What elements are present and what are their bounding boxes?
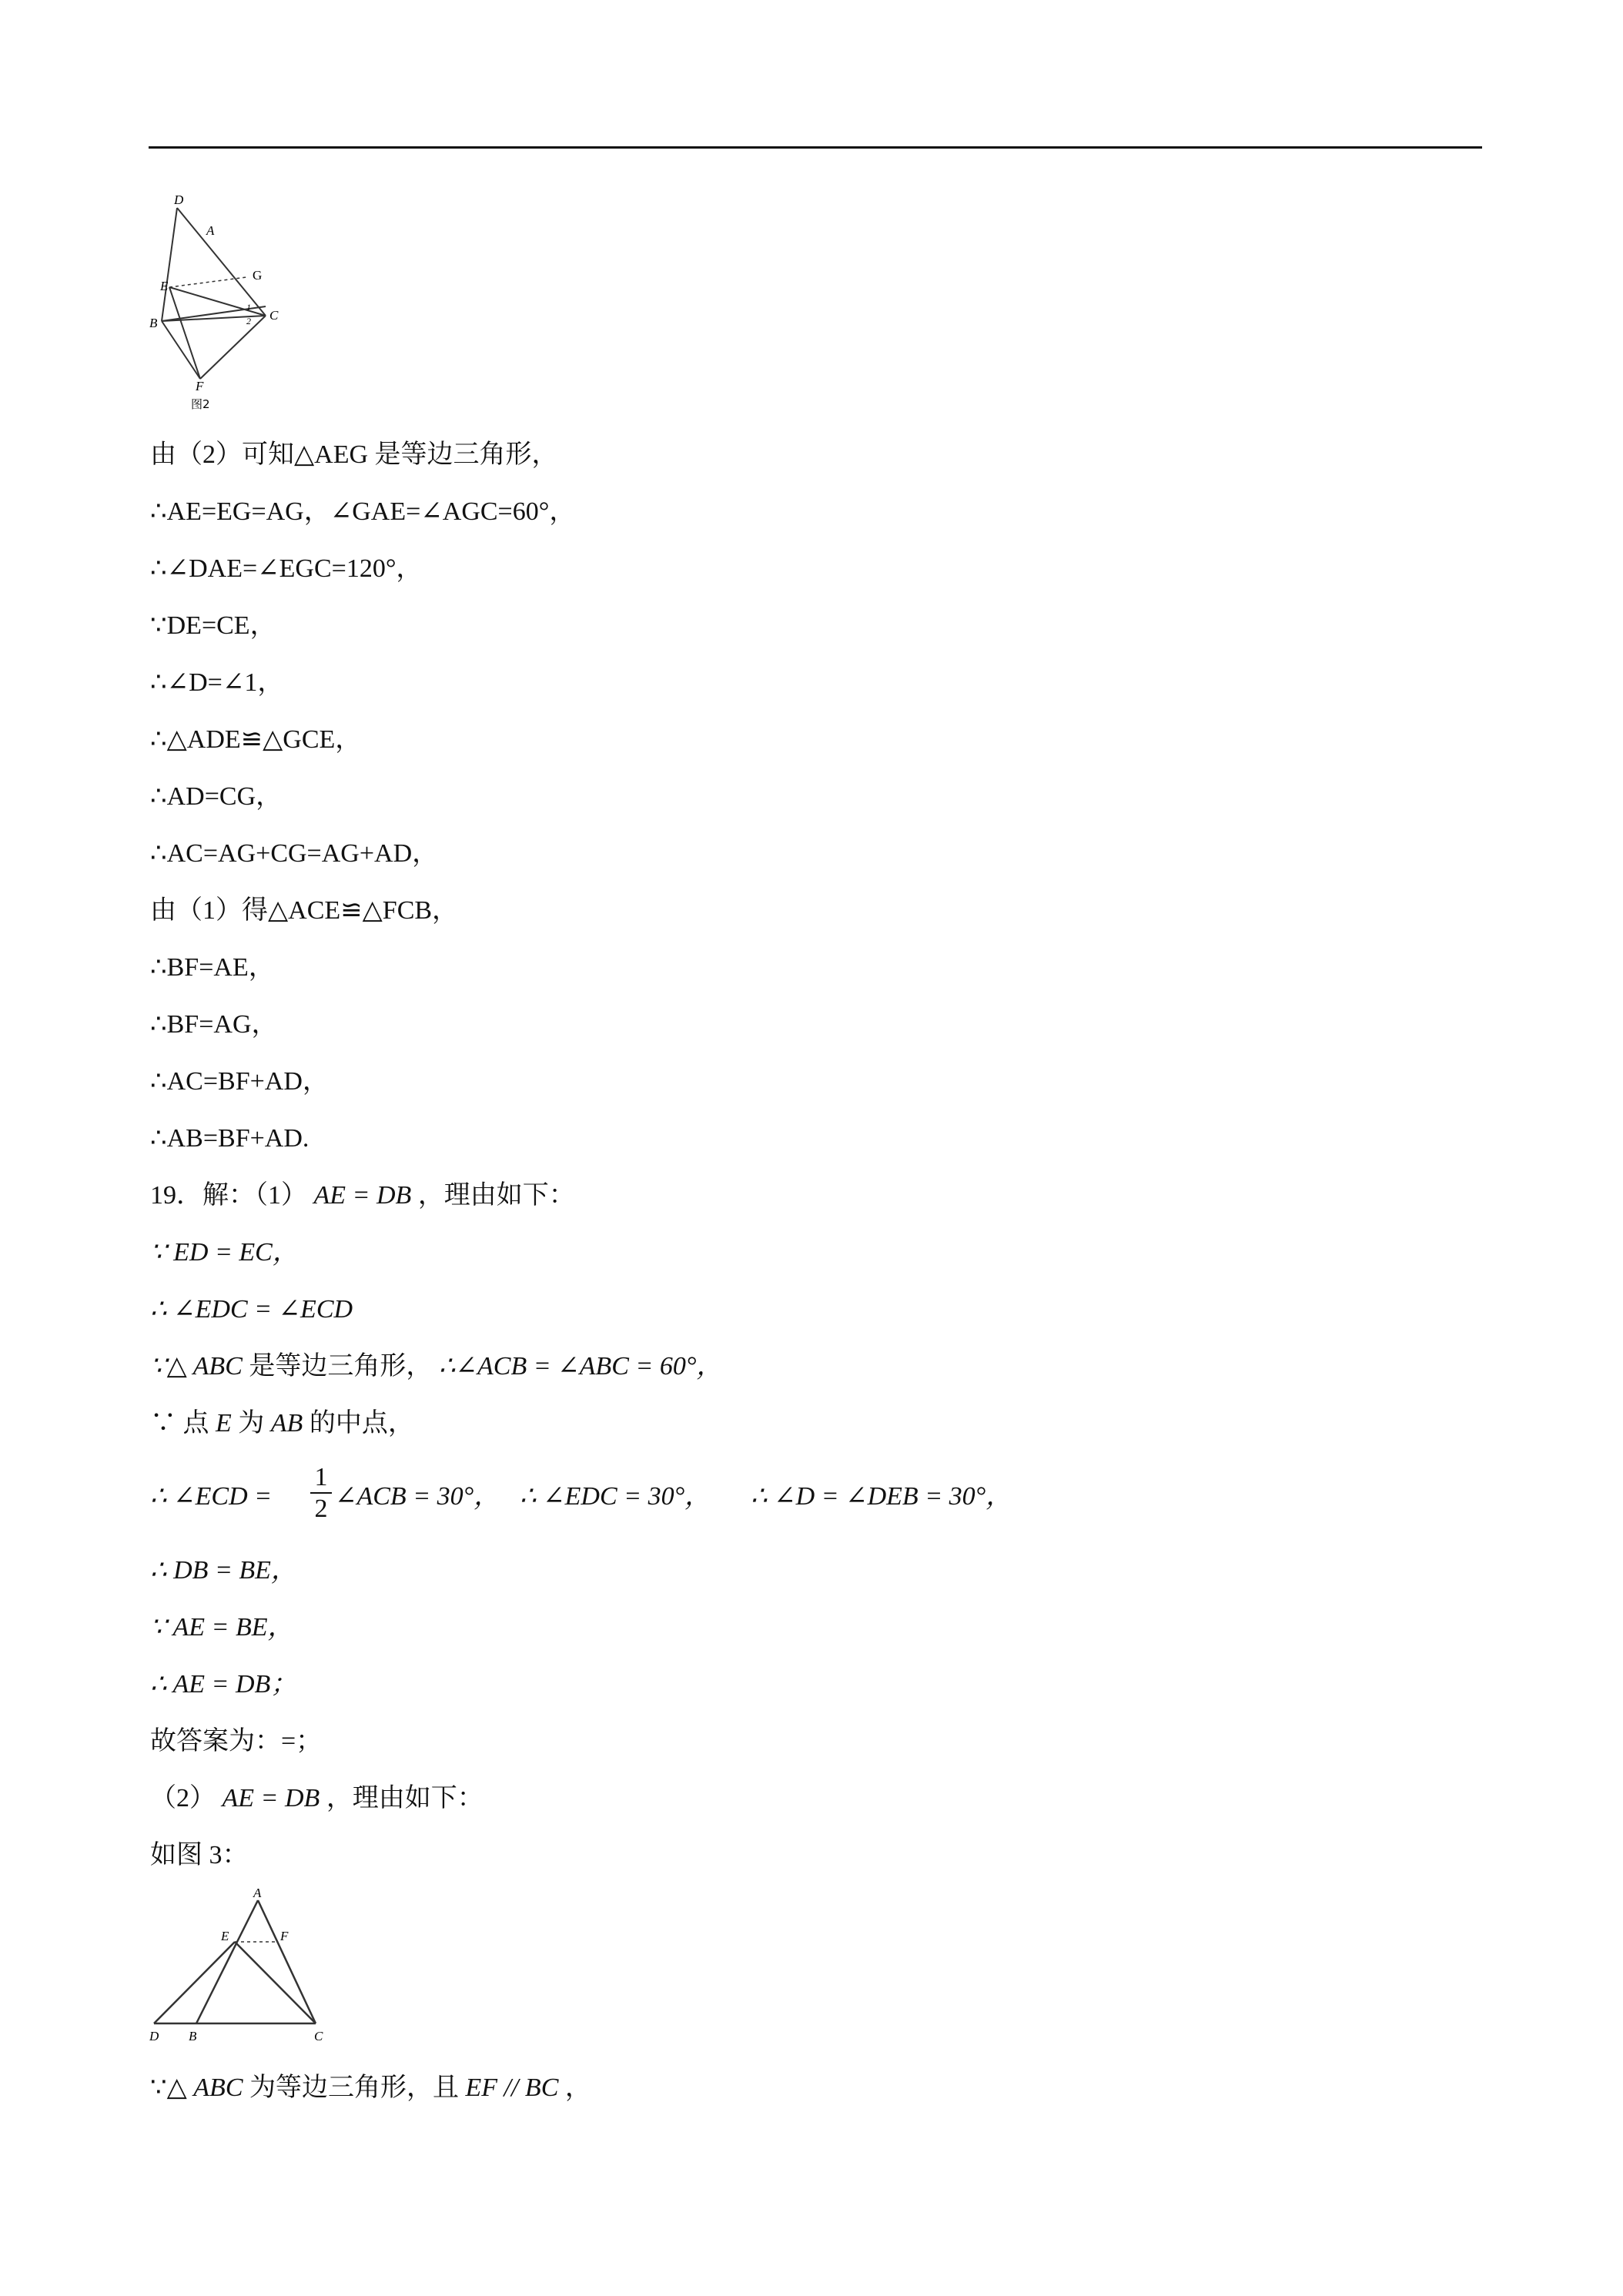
q19-point-e: E	[216, 1409, 232, 1438]
q19-frac-part3: ∴ ∠D = ∠DEB = 30°，	[751, 1482, 1012, 1511]
q19-fraction	[310, 1463, 332, 1525]
q19-part2-suffix: ，理由如下：	[326, 1784, 484, 1812]
q19-because-2	[150, 1350, 722, 1384]
solution-line-7: ∴AD=CG，	[150, 782, 283, 811]
solution-line-8: ∴AC=AG+CG=AG+AD，	[150, 839, 439, 868]
q19-point-c: 的中点，	[309, 1409, 414, 1438]
q19-intro-prefix: 19．解：（1）	[150, 1181, 307, 1210]
q19-frac-suffix: ∠ACB = 30°，	[335, 1482, 500, 1511]
fig2-caption: 图2	[191, 397, 210, 411]
q19-so-1: ∴ ∠EDC = ∠ECD	[150, 1295, 353, 1324]
q19-intro-suffix: ，理由如下：	[417, 1181, 575, 1210]
q19-last-a: ∵△	[150, 2073, 187, 2102]
fig3-label-d: D	[149, 2029, 159, 2043]
q19-because-3: ∵ AE = BE，	[150, 1613, 294, 1642]
fig2-label-d: D	[174, 192, 184, 207]
q19-answer: 故答案为：=；	[150, 1727, 323, 1755]
q19-because-1: ∵ ED = EC，	[150, 1238, 299, 1267]
header-rule	[149, 146, 1482, 149]
solution-line-1: 由（2）可知△AEG 是等边三角形，	[150, 440, 558, 469]
solution-line-13: ∴AB=BF+AD.	[150, 1124, 310, 1153]
solution-line-12: ∴AC=BF+AD，	[150, 1067, 329, 1096]
q19-last-abc: ABC	[193, 2073, 243, 2102]
q19-frac-num: 1	[310, 1463, 332, 1494]
q19-so-2: ∴ DB = BE，	[150, 1556, 297, 1585]
q19-frac-den: 2	[314, 1494, 328, 1523]
q19-last-ef: EF // BC	[465, 2073, 559, 2102]
solution-line-9: 由（1）得△ACE≌△FCB，	[150, 896, 459, 925]
q19-point-b: 为	[238, 1409, 265, 1438]
q19-as-fig3: 如图 3：	[150, 1841, 249, 1869]
fig2-label-a: A	[206, 223, 215, 238]
q19-point-a: ∵ 点	[150, 1409, 209, 1438]
q19-because-2a: ∵△ ABC	[150, 1352, 243, 1381]
q19-last-b: 为等边三角形，且	[249, 2073, 459, 2102]
solution-line-2: ∴AE=EG=AG，∠GAE=∠AGC=60°，	[150, 497, 576, 526]
fig3-label-c: C	[314, 2029, 323, 2043]
figure-2-diagram	[146, 189, 300, 420]
fig2-label-g: G	[253, 268, 263, 283]
q19-point	[150, 1407, 414, 1441]
figure-3	[146, 1886, 346, 2048]
fig2-label-b: B	[149, 316, 158, 330]
q19-last-c: ，	[564, 2073, 591, 2102]
figure-2	[146, 189, 300, 420]
fig2-label-f: F	[196, 379, 204, 393]
fig2-label-2: 2	[246, 316, 251, 326]
solution-line-11: ∴BF=AG，	[150, 1010, 278, 1039]
q19-last-line	[150, 2071, 591, 2105]
fig3-label-e: E	[221, 1929, 229, 1943]
solution-line-4: ∵DE=CE，	[150, 611, 276, 640]
q19-part2	[150, 1782, 484, 1816]
solution-line-5: ∴∠D=∠1，	[150, 668, 284, 697]
solution-line-10: ∴BF=AE，	[150, 953, 275, 982]
q19-because-2c: ∴∠ACB = ∠ABC = 60°，	[438, 1352, 723, 1381]
q19-because-2b: 是等边三角形，	[249, 1352, 433, 1381]
fig2-label-e: E	[160, 279, 169, 293]
q19-point-ab: AB	[270, 1409, 303, 1438]
q19-intro-math: AE = DB	[313, 1181, 412, 1210]
solution-line-6: ∴△ADE≌△GCE，	[150, 725, 362, 754]
fig2-label-c: C	[269, 308, 279, 323]
q19-part2-prefix: （2）	[150, 1784, 216, 1812]
fig3-label-a: A	[253, 1886, 262, 1900]
fig3-label-b: B	[189, 2029, 197, 2043]
q19-so-3: ∴ AE = DB；	[150, 1670, 297, 1699]
solution-line-3: ∴∠DAE=∠EGC=120°，	[150, 554, 423, 583]
q19-frac-prefix: ∴ ∠ECD =	[150, 1482, 273, 1511]
figure-3-diagram	[146, 1886, 346, 2048]
fig2-label-1: 1	[246, 302, 251, 313]
q19-part2-math: AE = DB	[222, 1784, 320, 1812]
fig3-label-f: F	[280, 1929, 289, 1943]
q19-frac-part2: ∴ ∠EDC = 30°，	[520, 1482, 711, 1511]
q19-intro	[150, 1179, 575, 1213]
